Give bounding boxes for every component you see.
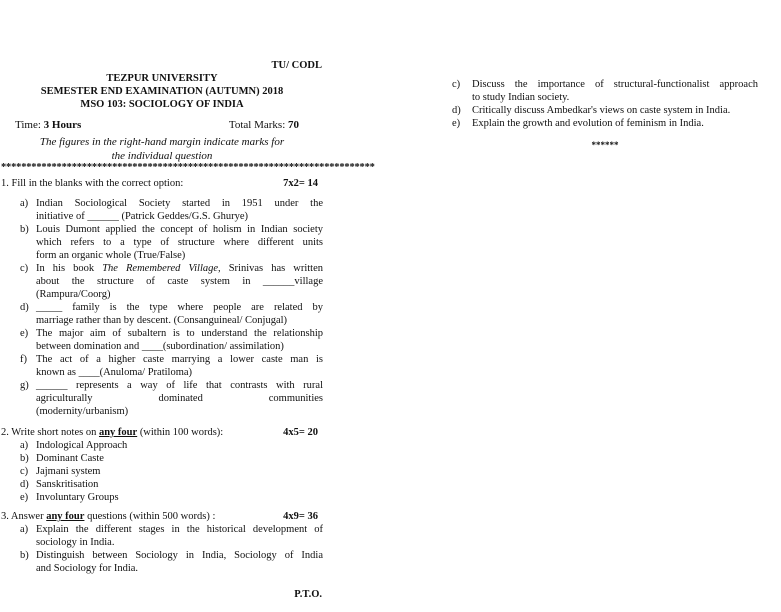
question-header <box>1 510 323 523</box>
item-label: b) <box>20 224 29 235</box>
pto-label: P.T.O. <box>294 589 322 600</box>
instructions <box>1 135 323 163</box>
question-marks: 4x9= 36 <box>283 511 318 522</box>
item-label: e) <box>452 118 461 129</box>
item-label: d) <box>20 302 29 313</box>
text-line <box>36 262 323 275</box>
separator: ************************************************************************** <box>1 162 375 173</box>
text-line <box>36 249 323 262</box>
question-header <box>1 426 323 439</box>
text-line <box>36 197 323 210</box>
question-title: questions (within 500 words) : <box>84 511 216 522</box>
marks-value: 70 <box>288 119 299 131</box>
item-label: g) <box>20 380 29 391</box>
text-line <box>472 91 758 104</box>
question-item <box>1 549 323 575</box>
course-title: MSO 103: SOCIOLOGY OF INDIA <box>80 99 244 110</box>
text-line <box>36 366 323 379</box>
question-item <box>1 327 323 353</box>
text-line <box>36 536 323 549</box>
left-column <box>1 59 375 601</box>
text-line <box>36 275 323 288</box>
text-segment: initiative of ______ (Patrick Geddes/G.S. Ghurye) <box>36 211 248 222</box>
question-item <box>1 452 323 465</box>
question-item <box>1 223 323 262</box>
text-segment: about the structure of caste system in ______village <box>36 276 323 287</box>
question-marks: 4x5= 20 <box>283 427 318 438</box>
text-line <box>36 314 323 327</box>
text-segment: In his book <box>36 263 103 274</box>
text-segment: ______ represents a way of life that contrasts with rural <box>36 380 323 391</box>
question-items <box>1 439 323 504</box>
item-label: c) <box>20 263 29 274</box>
item-label: b) <box>20 453 29 464</box>
text-line <box>36 327 323 340</box>
text-line <box>36 465 323 478</box>
question-item <box>1 353 323 379</box>
text-line <box>36 439 323 452</box>
text-segment: Explain the growth and evolution of feminism in India. <box>472 118 704 129</box>
question-item <box>452 117 758 130</box>
item-label: a) <box>20 524 29 535</box>
text-line <box>36 549 323 562</box>
question-marks: 7x2= 14 <box>283 178 318 189</box>
text-segment: marriage rather than by descent. (Consanguineal/ Conjugal) <box>36 315 288 326</box>
text-line <box>36 478 323 491</box>
end-mark: ****** <box>591 140 619 150</box>
text-segment: Discuss the importance of structural-functionalist approach <box>472 79 758 90</box>
text-line <box>36 491 323 504</box>
time-label: Time: <box>15 119 44 131</box>
text-line <box>36 353 323 366</box>
text-line <box>36 340 323 353</box>
text-line <box>472 117 758 130</box>
text-segment: Explain the different stages in the historical development of <box>36 524 323 535</box>
questions <box>1 177 323 575</box>
book-title: The Remembered Village, <box>102 263 221 274</box>
text-segment: Distinguish between Sociology in India, Sociology of India <box>36 550 323 561</box>
text-segment: Indological Approach <box>36 440 128 451</box>
right-column <box>452 78 758 150</box>
text-line <box>36 562 323 575</box>
text-line <box>472 78 758 91</box>
question-item <box>1 491 323 504</box>
item-label: e) <box>20 328 29 339</box>
question-item <box>1 262 323 301</box>
text-segment: (Rampura/Coorg) <box>36 289 111 300</box>
text-segment: Involuntary Groups <box>36 492 119 503</box>
item-label: a) <box>20 198 29 209</box>
item-label: f) <box>20 354 27 365</box>
question-title: 3. Answer <box>1 511 47 522</box>
item-label: b) <box>20 550 29 561</box>
text-segment: sociology in India. <box>36 537 115 548</box>
text-line <box>36 236 323 249</box>
question-items <box>1 197 323 418</box>
question-header <box>1 177 323 190</box>
question-item <box>1 439 323 452</box>
text-segment: which refers to a type of structure where different units <box>36 237 323 248</box>
text-segment: agriculturally dominated communities <box>36 393 323 404</box>
question-item <box>452 104 758 117</box>
question-item <box>1 478 323 491</box>
marks-info <box>229 119 299 132</box>
time-marks-row <box>1 119 323 132</box>
continued-questions <box>452 78 758 130</box>
time-info <box>15 119 81 132</box>
text-line <box>36 523 323 536</box>
text-segment: The major aim of subaltern is to understand the relationship <box>36 328 323 339</box>
emphasis-text: any four <box>98 427 138 438</box>
text-segment: Srinivas has written <box>220 263 323 274</box>
text-segment: and Sociology for India. <box>36 563 139 574</box>
item-label: a) <box>20 440 29 451</box>
item-label: c) <box>20 466 29 477</box>
question-items <box>1 523 323 575</box>
text-segment: _____ family is the type where people are related by <box>36 302 323 313</box>
course-code: TU/ CODL <box>271 60 322 71</box>
question-item <box>1 523 323 549</box>
item-label: d) <box>20 479 29 490</box>
text-line <box>36 392 323 405</box>
text-line <box>36 288 323 301</box>
text-segment: (modernity/urbanism) <box>36 406 129 417</box>
question-title: 1. Fill in the blanks with the correct option: <box>1 178 184 189</box>
item-label: c) <box>452 79 461 90</box>
question-item <box>1 379 323 418</box>
marks-label: Total Marks: <box>228 119 288 131</box>
question-item <box>452 78 758 104</box>
text-segment: Jajmani system <box>36 466 101 477</box>
text-line <box>36 301 323 314</box>
exam-title: SEMESTER END EXAMINATION (AUTUMN) 2018 <box>40 86 284 97</box>
text-segment: The act of a higher caste marrying a lower caste man is <box>36 354 323 365</box>
text-line <box>36 405 323 418</box>
text-segment: Critically discuss Ambedkar's views on caste system in India. <box>472 105 731 116</box>
question-item <box>1 465 323 478</box>
text-segment: Sanskritisation <box>36 479 99 490</box>
text-line <box>36 223 323 236</box>
instruction-line: the individual question <box>111 150 213 162</box>
university-name: TEZPUR UNIVERSITY <box>106 73 218 84</box>
instruction-line: The figures in the right-hand margin indicate marks for <box>39 136 285 148</box>
text-segment: Indian Sociological Society started in 1951 under the <box>36 198 323 209</box>
text-line <box>36 452 323 465</box>
text-line <box>472 104 758 117</box>
text-line <box>36 210 323 223</box>
question-item <box>1 301 323 327</box>
text-segment: Louis Dumont applied the concept of holism in Indian society <box>36 224 323 235</box>
question-title: (within 100 words): <box>137 427 224 438</box>
text-segment: Dominant Caste <box>36 453 104 464</box>
question-item <box>1 197 323 223</box>
time-value: 3 Hours <box>43 119 82 131</box>
item-label: e) <box>20 492 29 503</box>
emphasis-text: any four <box>46 511 85 522</box>
text-segment: between domination and ____(subordination/ assimilation) <box>36 341 284 352</box>
text-segment: known as ____(Anuloma/ Pratiloma) <box>36 367 193 378</box>
item-label: d) <box>452 105 461 116</box>
text-line <box>36 379 323 392</box>
text-segment: form an organic whole (True/False) <box>36 250 186 261</box>
question-title: 2. Write short notes on <box>1 427 99 438</box>
text-segment: to study Indian society. <box>472 92 570 103</box>
